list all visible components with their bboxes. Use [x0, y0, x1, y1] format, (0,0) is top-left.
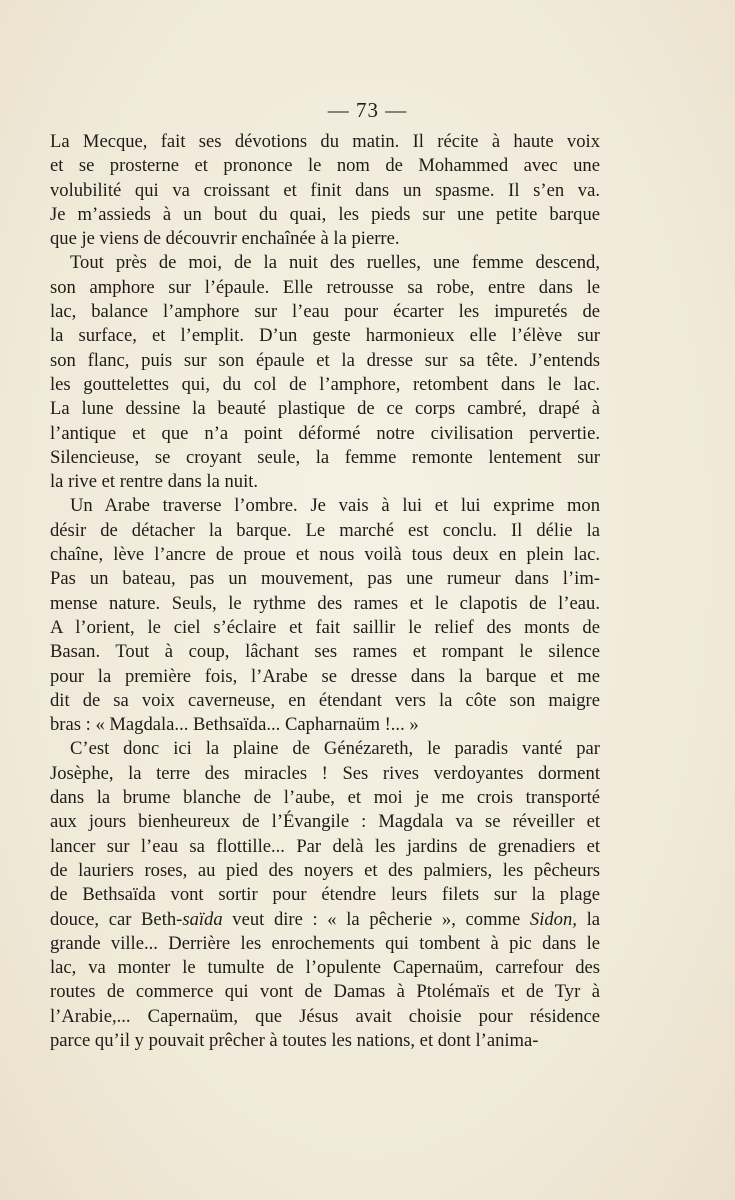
text-line: la rive et rentre dans la nuit. — [50, 471, 259, 493]
text-line: Silencieuse, se croyant seule, la femme remonte lentement sur — [50, 446, 600, 468]
text-line: Basan. Tout à coup, lâchant ses rames et rompant le silence — [50, 641, 600, 663]
text-line: son flanc, puis sur son épaule et la dresse sur sa tête. J’entends — [50, 349, 600, 371]
text-line: grande ville... Derrière les enrochements qui tombent à pic dans le — [50, 932, 600, 954]
text-line: mense nature. Seuls, le rythme des rames et le clapotis de l’eau. — [50, 592, 600, 614]
text-line: la surface, et l’emplit. D’un geste harmonieux elle l’élève sur — [50, 325, 600, 347]
text-line: dit de sa voix caverneuse, en étendant vers la côte son maigre — [50, 689, 600, 711]
text-segment: douce, car Beth- — [50, 908, 183, 930]
text-line: lac, va monter le tumulte de l’opulente Capernaüm, carrefour des — [50, 957, 600, 979]
text-line: que je viens de découvrir enchaînée à la pierre. — [50, 228, 400, 250]
text-line: chaîne, lève l’ancre de proue et nous voilà tous deux en plein lac. — [50, 544, 600, 566]
text-line: volubilité qui va croissant et finit dans un spasme. Il s’en va. — [50, 179, 600, 201]
text-line: Pas un bateau, pas un mouvement, pas une rumeur dans l’im- — [50, 568, 600, 590]
text-line: désir de détacher la barque. Le marché est conclu. Il délie la — [50, 519, 600, 541]
text-line: La lune dessine la beauté plastique de ce corps cambré, drapé à — [50, 398, 600, 420]
page-number: — 73 — — [327, 98, 408, 122]
text-segment: veut dire : « la pêcherie », comme — [222, 908, 530, 930]
text-line: et se prosterne et prononce le nom de Mohammed avec une — [50, 155, 600, 177]
text-line: La Mecque, fait ses dévotions du matin. Il récite à haute voix — [50, 131, 600, 152]
text-line-with-italics — [50, 908, 600, 932]
text-line: Josèphe, la terre des miracles ! Ses rives verdoyantes dorment — [50, 762, 600, 784]
italic-word-saida: saïda — [182, 908, 223, 930]
text-line: pour la première fois, l’Arabe se dresse dans la barque et me — [50, 665, 600, 687]
paragraph-start-line: Tout près de moi, de la nuit des ruelles, une femme descend, — [70, 252, 600, 274]
text-line: lac, balance l’amphore sur l’eau pour écarter les impuretés de — [50, 301, 600, 323]
text-line: l’Arabie,... Capernaüm, que Jésus avait choisie pour résidence — [50, 1005, 600, 1027]
text-line: aux jours bienheureux de l’Évangile : Magdala va se réveiller et — [50, 811, 600, 833]
text-line: son amphore sur l’épaule. Elle retrousse sa robe, entre dans le — [50, 276, 600, 298]
text-line: l’antique et que n’a point déformé notre civilisation pervertie. — [50, 422, 600, 444]
text-line: bras : « Magdala... Bethsaïda... Capharnaüm !... » — [50, 714, 419, 736]
text-line: parce qu’il y pouvait prêcher à toutes les nations, et dont l’anima- — [50, 1029, 539, 1051]
text-line: A l’orient, le ciel s’éclaire et fait saillir le relief des monts de — [50, 616, 600, 638]
text-line: dans la brume blanche de l’aube, et moi je me crois transporté — [50, 787, 600, 809]
text-line: routes de commerce qui vont de Damas à Ptolémaïs et de Tyr à — [50, 981, 600, 1003]
paragraph-start-line: Un Arabe traverse l’ombre. Je vais à lui et lui exprime mon — [70, 495, 600, 517]
text-line: lancer sur l’eau sa flottille... Par delà les jardins de grenadiers et — [50, 835, 600, 857]
text-line: de Bethsaïda vont sortir pour étendre leurs filets sur la plage — [50, 884, 600, 906]
text-line: les gouttelettes qui, du col de l’amphore, retombent dans le lac. — [50, 373, 600, 395]
italic-word-sidon: Sidon, — [529, 908, 577, 930]
body-text — [50, 130, 600, 1053]
text-segment: la — [576, 908, 600, 930]
paragraph-start-line: C’est donc ici la plaine de Génézareth, le paradis vanté par — [70, 738, 600, 760]
text-line: Je m’assieds à un bout du quai, les pieds sur une petite barque — [50, 203, 600, 225]
text-line: de lauriers roses, au pied des noyers et des palmiers, les pêcheurs — [50, 859, 600, 881]
